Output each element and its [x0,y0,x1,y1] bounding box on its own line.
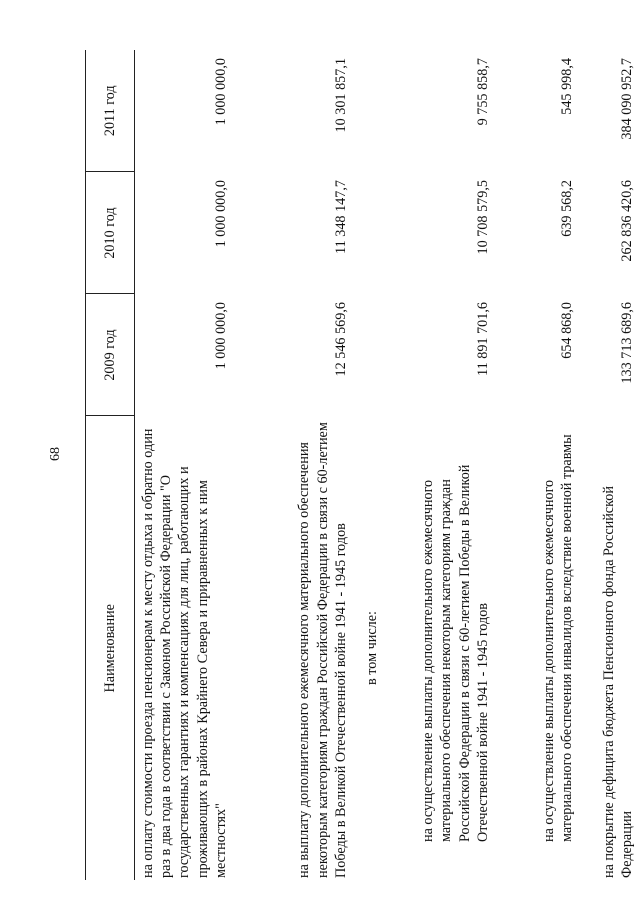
row-value-2009: 654 868,0 [558,302,575,359]
row-value-2011: 1 000 000,0 [212,58,229,126]
row-value-2010: 1 000 000,0 [212,180,229,248]
row-value-2011: 10 301 857,1 [332,58,349,133]
row-value-2010: 262 836 420,6 [618,180,635,262]
row-value-2009: 12 546 569,6 [332,302,349,377]
budget-table [85,50,636,880]
row-name: на оплату стоимости проезда пенсионерам к месту отдыха и обратно один раз в два года в соответствии с Законом Российской Федерации "О государственных гарантиях и компенсациях для лиц, работающих и проживающих в районах Крайнего Севера и приравненных к ним местностях" [140,428,229,878]
row-value-2011: 9 755 858,7 [474,58,491,126]
row-value-2010: 639 568,2 [558,180,575,237]
row-value-2009: 133 713 689,6 [618,302,635,384]
row-value-2010: 11 348 147,7 [332,180,349,254]
row-value-2011: 545 998,4 [558,58,575,115]
header-name: Наименование [86,416,135,880]
row-name: на осуществление выплаты дополнительного ежемесячного материального обеспечения инвалидов вследствие военной травмы [540,434,575,842]
row-name: на осуществление выплаты дополнительного ежемесячного материального обеспечения некоторым категориям граждан Российской Федерации в связи с 60-летием Победы в Великой Отечественной войне 1941 - 1945 годов [420,464,491,842]
header-2011: 2011 год [86,50,135,172]
table-row [576,50,636,880]
row-value-2009: 1 000 000,0 [212,302,229,370]
header-2010: 2010 год [86,172,135,294]
rotated-table-container [85,50,635,880]
table-row [492,50,576,880]
row-name: на выплату дополнительного ежемесячного материального обеспечения некоторым категориям граждан Российской Федерации в связи с 60-летием Победы в Великой Отечественной войне 1941 - 1945 годов [296,422,349,878]
table-row [394,50,492,880]
including-label: в том числе: [363,611,380,685]
table-header-row [86,50,135,880]
row-value-2011: 384 090 952,7 [618,58,635,140]
row-value-2009: 11 891 701,6 [474,302,491,376]
table-row [230,50,350,880]
header-2009: 2009 год [86,294,135,416]
page-number: 68 [48,447,63,461]
row-name: на покрытие дефицита бюджета Пенсионного фонда Российской Федерации [600,486,635,878]
row-value-2010: 10 708 579,5 [474,180,491,255]
table-row [135,50,231,880]
table-row [350,50,394,880]
